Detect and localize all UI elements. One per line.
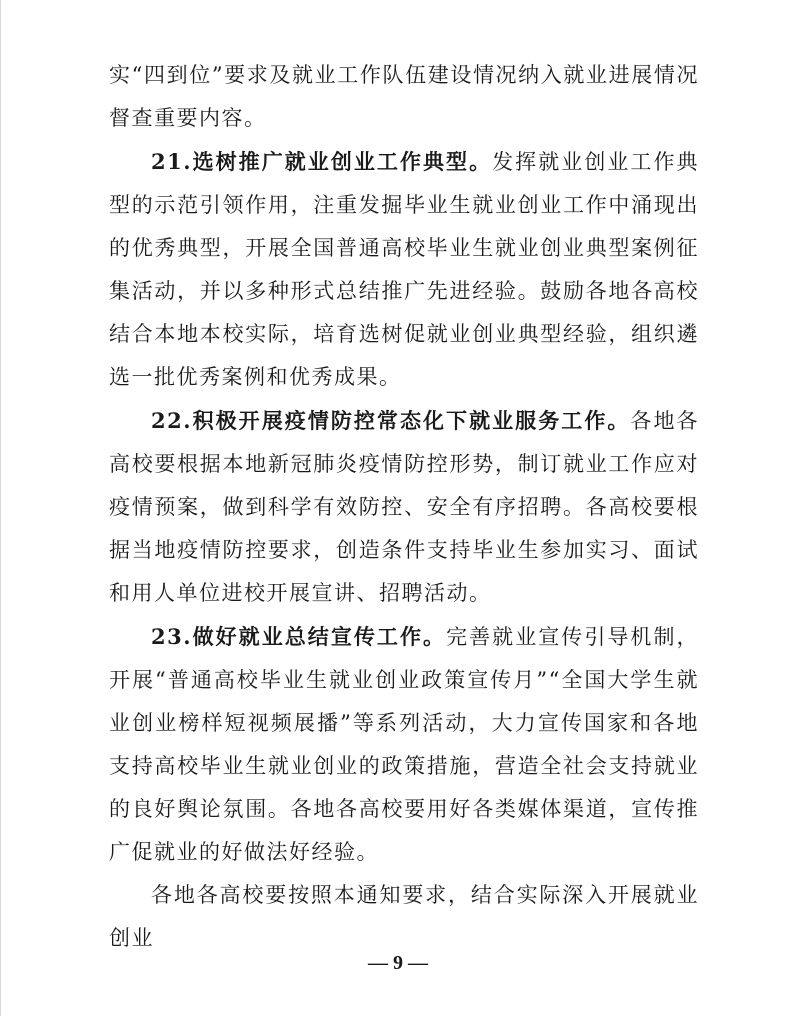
section-21-body: 发挥就业创业工作典型的示范引领作用，注重发掘毕业生就业创业工作中涌现出的优秀典型，开展全国普通高校毕业生就业创业典型案例征集活动，并以多种形式总结推广先进经验。鼓励各地各高校结合本地本校实际，培育选树促就业创业典型经验，组织遴选一批优秀案例和优秀成果。 bbox=[109, 150, 699, 389]
section-23-heading: 23.做好就业总结宣传工作。 bbox=[151, 624, 447, 649]
section-22-paragraph bbox=[109, 399, 699, 615]
section-21-heading: 21.选树推广就业创业工作典型。 bbox=[151, 149, 493, 174]
document-body bbox=[109, 54, 699, 960]
section-22-body: 各地各高校要根据本地新冠肺炎疫情防控形势，制订就业工作应对疫情预案，做到科学有效防控、安全有序招聘。各高校要根据当地疫情防控要求，创造条件支持毕业生参加实习、面试和用人单位进校开展宣讲、招聘活动。 bbox=[109, 409, 699, 605]
page-number: — 9 — bbox=[368, 952, 428, 974]
continuation-paragraph: 实“四到位”要求及就业工作队伍建设情况纳入就业进展情况督查重要内容。 bbox=[109, 63, 699, 130]
section-22-heading: 22.积极开展疫情防控常态化下就业服务工作。 bbox=[151, 408, 631, 433]
section-23-paragraph bbox=[109, 615, 699, 874]
section-23-body: 完善就业宣传引导机制，开展“普通高校毕业生就业创业政策宣传月”“全国大学生就业创业榜样短视频展播”等系列活动，大力宣传国家和各地支持高校毕业生就业创业的政策措施，营造全社会支持就业的良好舆论氛围。各地各高校要用好各类媒体渠道，宣传推广促就业的好做法好经验。 bbox=[109, 625, 699, 864]
closing-paragraph: 各地各高校要按照本通知要求，结合实际深入开展就业创业 bbox=[109, 883, 699, 950]
section-21-paragraph bbox=[109, 140, 699, 399]
